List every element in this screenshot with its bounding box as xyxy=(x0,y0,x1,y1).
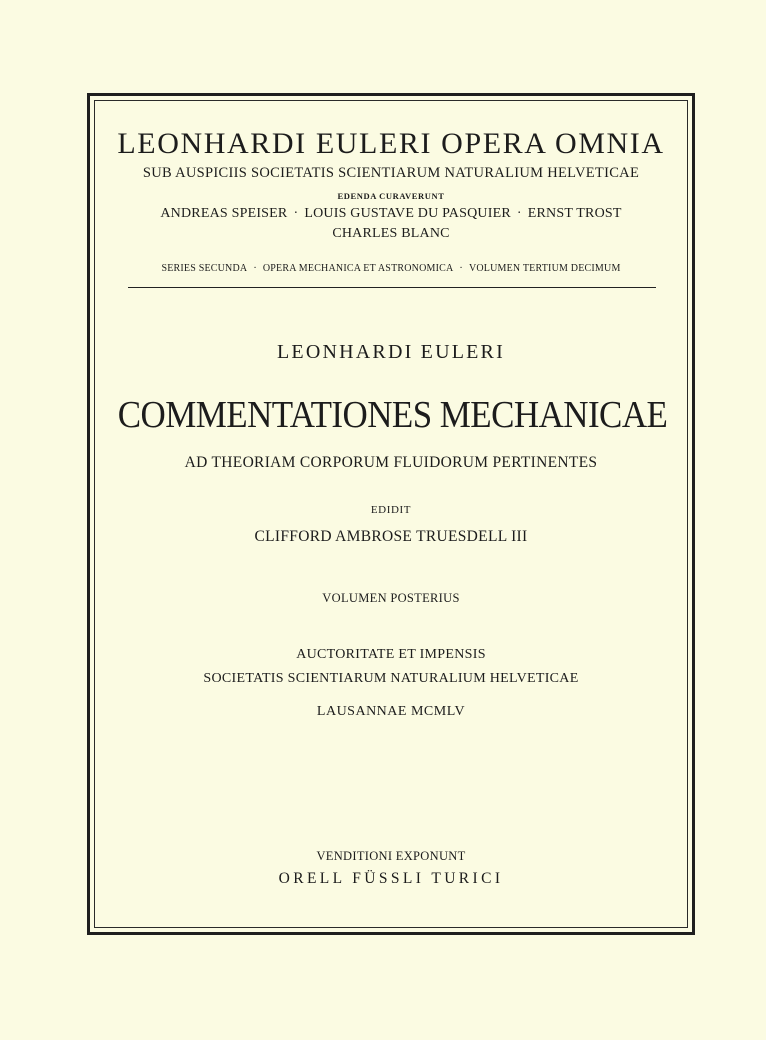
publisher-name: ORELL FÜSSLI TURICI xyxy=(278,870,504,887)
editor-speiser: ANDREAS SPEISER xyxy=(160,206,288,221)
editors-line-1 xyxy=(94,206,688,222)
series-info xyxy=(94,263,688,274)
editors-line-2: CHARLES BLANC xyxy=(332,226,450,241)
place-year: LAUSANNAE MCMLV xyxy=(316,704,466,719)
work-subtitle: AD THEORIAM CORPORUM FLUIDORUM PERTINENTES xyxy=(184,454,598,471)
opera-mechanica: OPERA MECHANICA ET ASTRONOMICA xyxy=(262,263,454,274)
edidit: EDIDIT xyxy=(370,504,412,516)
auctoritate: AUCTORITATE ET IMPENSIS xyxy=(296,647,486,662)
society: SOCIETATIS SCIENTIARUM NATURALIUM HELVETICAE xyxy=(203,671,579,686)
separator-dot: · xyxy=(459,263,463,274)
volumen-posterius: VOLUMEN POSTERIUS xyxy=(322,591,460,605)
series-subtitle: SUB AUSPICIIS SOCIETATIS SCIENTIARUM NATURALIUM HELVETICAE xyxy=(142,165,640,181)
venditioni-exponunt: VENDITIONI EXPONUNT xyxy=(316,849,466,863)
volumen-tertium-decimum: VOLUMEN TERTIUM DECIMUM xyxy=(468,263,621,274)
work-author: LEONHARDI EULERI xyxy=(277,341,505,363)
volume-editor: CLIFFORD AMBROSE TRUESDELL III xyxy=(254,528,528,545)
editor-trost: ERNST TROST xyxy=(527,206,622,221)
series-secunda: SERIES SECUNDA xyxy=(161,263,248,274)
separator-dot: · xyxy=(293,206,299,221)
edenda-curaverunt: EDENDA CURAVERUNT xyxy=(337,191,445,201)
separator-dot: · xyxy=(516,206,522,221)
work-title: COMMENTATIONES MECHANICAE xyxy=(117,394,668,436)
header-rule xyxy=(128,287,656,288)
separator-dot: · xyxy=(253,263,257,274)
editor-du-pasquier: LOUIS GUSTAVE DU PASQUIER xyxy=(304,206,511,221)
series-title: LEONHARDI EULERI OPERA OMNIA xyxy=(117,127,665,160)
